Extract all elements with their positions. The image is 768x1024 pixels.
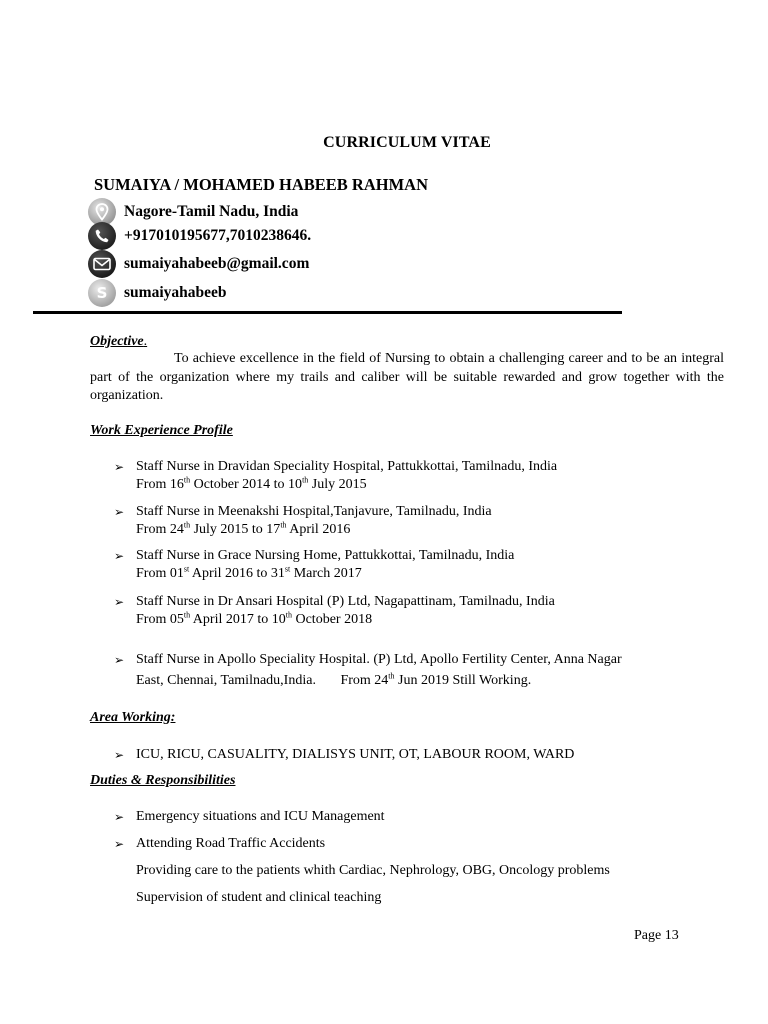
work-period: East, Chennai, Tamilnadu,India. From 24th Jun 2019 Still Working. <box>136 671 532 688</box>
candidate-name: SUMAIYA / MOHAMED HABEEB RAHMAN <box>94 175 428 194</box>
bullet-arrow-icon: ➢ <box>114 505 125 519</box>
bullet-arrow-icon: ➢ <box>114 549 125 563</box>
contact-skype-text: sumaiyahabeeb <box>124 284 227 301</box>
document-title: CURRICULUM VITAE <box>323 134 491 151</box>
phone-icon <box>88 222 116 250</box>
work-experience-heading: Work Experience Profile <box>90 423 233 438</box>
work-item: ➢ Staff Nurse in Apollo Speciality Hospital. (P) Ltd, Apollo Fertility Center, Anna Nagar East, Chennai, Tamilnadu,India. From 24th Jun 2019 Still Working. <box>114 651 724 690</box>
svg-text:S: S <box>96 284 108 302</box>
area-working-heading: Area Working: <box>90 710 176 725</box>
duty-item: Supervision of student and clinical teaching <box>136 890 382 905</box>
work-period: From 16th October 2014 to 10th July 2015 <box>136 475 367 492</box>
work-period: From 24th July 2015 to 17th April 2016 <box>136 520 351 537</box>
bullet-arrow-icon: ➢ <box>114 837 125 851</box>
contact-email-text[interactable]: sumaiyahabeeb@gmail.com <box>124 255 310 272</box>
work-period: From 05th April 2017 to 10th October 2018 <box>136 610 373 627</box>
contact-skype <box>88 279 227 307</box>
area-item: ➢ ICU, RICU, CASUALITY, DIALISYS UNIT, OT, LABOUR ROOM, WARD <box>114 747 575 762</box>
contact-phone-text: +917010195677,7010238646. <box>124 227 312 244</box>
bullet-arrow-icon: ➢ <box>114 748 125 762</box>
duty-item: Providing care to the patients whith Cardiac, Nephrology, OBG, Oncology problems <box>136 863 610 878</box>
email-icon <box>88 250 116 278</box>
bullet-arrow-icon: ➢ <box>114 460 125 474</box>
bullet-arrow-icon: ➢ <box>114 595 125 609</box>
contact-phone <box>88 222 311 250</box>
work-item: ➢ Staff Nurse in Dravidan Speciality Hospital, Pattukkottai, Tamilnadu, India From 16th October 2014 to 10th July 2015 <box>114 458 724 494</box>
work-item: ➢ Staff Nurse in Meenakshi Hospital,Tanjavure, Tamilnadu, India From 24th July 2015 to 17th April 2016 <box>114 503 724 539</box>
duty-item: ➢ Emergency situations and ICU Management <box>114 809 385 824</box>
page-number: Page 13 <box>634 928 679 943</box>
duty-item: ➢ Attending Road Traffic Accidents <box>114 836 326 851</box>
contact-location-text: Nagore-Tamil Nadu, India <box>124 203 299 220</box>
work-item: ➢ Staff Nurse in Grace Nursing Home, Pattukkottai, Tamilnadu, India From 01st April 2016 to 31st March 2017 <box>114 547 724 583</box>
header-divider <box>33 311 622 314</box>
bullet-arrow-icon: ➢ <box>114 653 125 667</box>
work-item: ➢ Staff Nurse in Dr Ansari Hospital (P) Ltd, Nagapattinam, Tamilnadu, India From 05th April 2017 to 10th October 2018 <box>114 593 724 629</box>
duties-heading: Duties & Responsibilities <box>90 773 236 788</box>
contact-email <box>88 250 309 278</box>
objective-text: To achieve excellence in the field of Nursing to obtain a challenging career and to be an integral part of the organization where my trails and caliber will be suitable rewarded and grow together with the organization. <box>90 351 724 403</box>
work-period: From 01st April 2016 to 31st March 2017 <box>136 564 362 581</box>
objective-heading: Objective. <box>90 334 148 349</box>
bullet-arrow-icon: ➢ <box>114 810 125 824</box>
skype-icon <box>88 279 116 307</box>
